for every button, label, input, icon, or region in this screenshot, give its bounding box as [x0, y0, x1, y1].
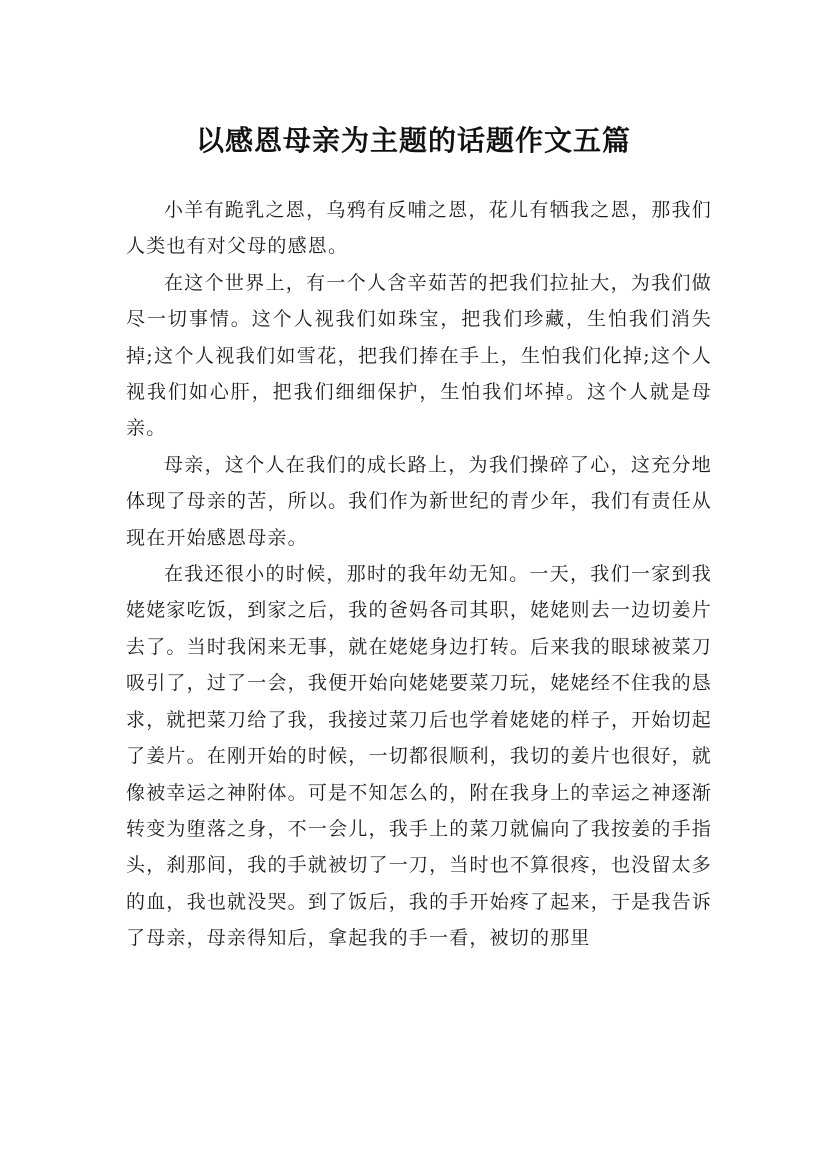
- paragraph-3: 母亲，这个人在我们的成长路上，为我们操碎了心，这充分地体现了母亲的苦，所以。我们作为新世纪的青少年，我们有责任从现在开始感恩母亲。: [126, 453, 712, 549]
- document-body: [126, 192, 712, 957]
- document-title: 以感恩母亲为主题的话题作文五篇: [195, 123, 631, 157]
- paragraph-4: 在我还很小的时候，那时的我年幼无知。一天，我们一家到我姥姥家吃饭，到家之后，我的爸妈各司其职，姥姥则去一边切姜片去了。当时我闲来无事，就在姥姥身边打转。后来我的眼球被菜刀吸引了，过了一会，我便开始向姥姥要菜刀玩，姥姥经不住我的恳求，就把菜刀给了我，我接过菜刀后也学着姥姥的样子，开始切起了姜片。在刚开始的时候，一切都很顺利，我切的姜片也很好，就像被幸运之神附体。可是不知怎么的，附在我身上的幸运之神逐渐转变为堕落之身，不一会儿，我手上的菜刀就偏向了我按姜的手指头，刹那间，我的手就被切了一刀，当时也不算很疼，也没留太多的血，我也就没哭。到了饭后，我的手开始疼了起来，于是我告诉了母亲，母亲得知后，拿起我的手一看，被切的那里: [126, 563, 712, 950]
- paragraph-2: 在这个世界上，有一个人含辛茹苦的把我们拉扯大，为我们做尽一切事情。这个人视我们如珠宝，把我们珍藏，生怕我们消失掉;这个人视我们如雪花，把我们捧在手上，生怕我们化掉;这个人视我们如心肝，把我们细细保护，生怕我们坏掉。这个人就是母亲。: [126, 271, 712, 440]
- paragraph-1: 小羊有跪乳之恩，乌鸦有反哺之恩，花儿有牺我之恩，那我们人类也有对父母的感恩。: [126, 199, 712, 258]
